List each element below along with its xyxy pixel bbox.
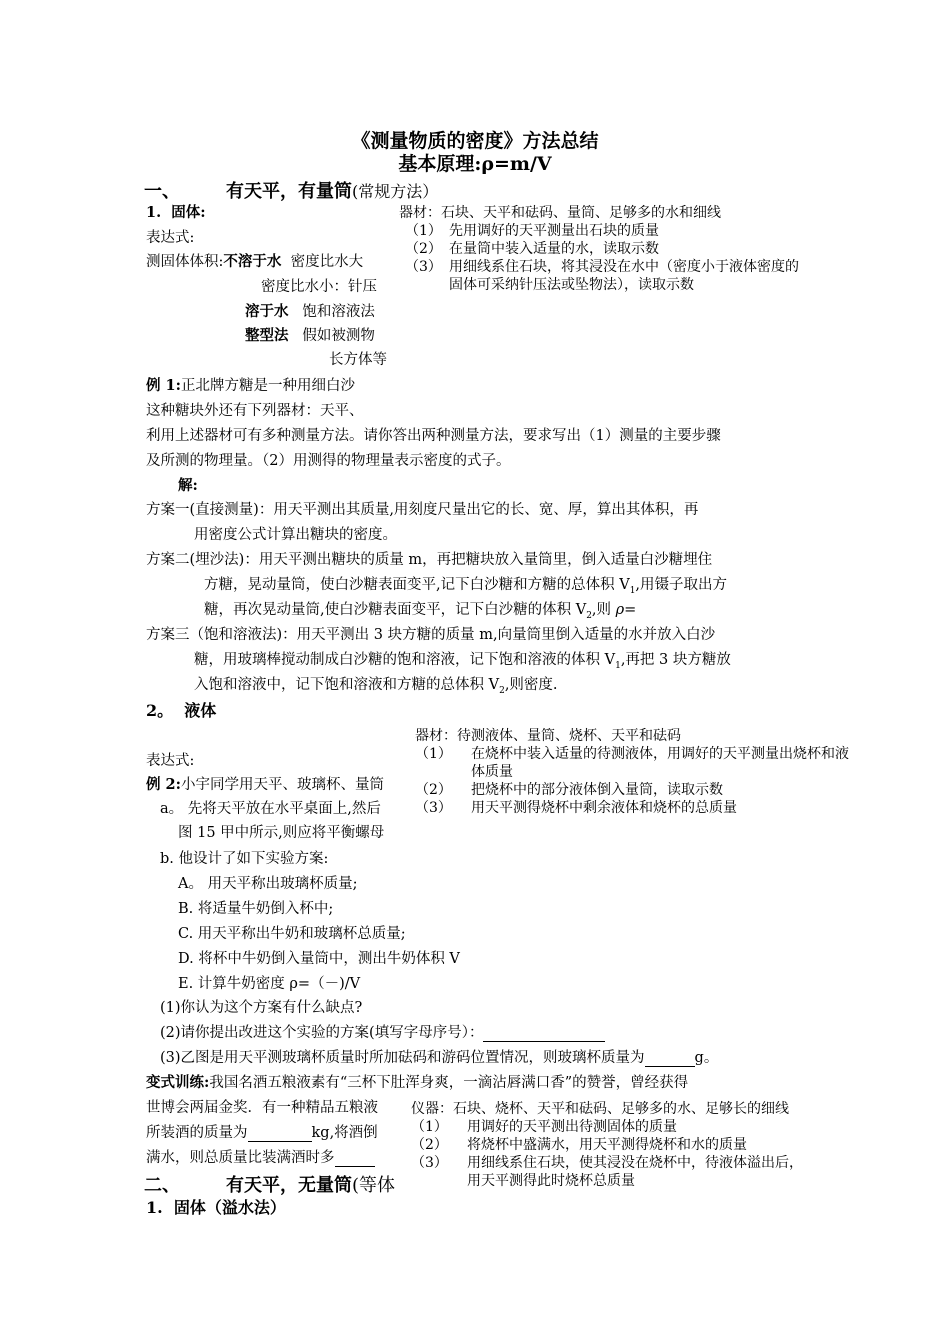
example-1-label: 例 1: [146,377,181,394]
example-1-line-4: 及所测的物理量。（2）用测得的物理量表示密度的式子。 [146,453,511,469]
subscript-2b: 2 [499,685,505,696]
section-1-title: 有天平，有量筒 [226,181,352,202]
volume-line-4 [245,327,375,345]
volume-line-3 [245,303,375,321]
plan-2-text-2b: ,用镊子取出方 [635,577,728,593]
subscript-1: 1 [629,585,636,596]
box3-step-3-number: （3） [411,1155,448,1171]
question-2 [160,1024,605,1042]
plan-2-formula: ρ= [615,602,637,618]
box2-step-2 [409,781,850,799]
materials-box-liquid [409,727,850,819]
box2-step-1-number: （1） [415,746,452,762]
plan-2-line-1: 方案二(埋沙法)：用天平测出糖块的质量 m，再把糖块放入量筒里，倒入适量白沙糖埋住 [146,552,713,568]
box3-step-1 [405,1118,808,1136]
example-2-step-a: a。 先将天平放在水平桌面上,然后 [160,801,381,817]
box2-step-2-number: （2） [415,782,452,798]
liquid-number: 2。 [146,701,174,720]
plan-step-D: D. 将杯中牛奶倒入量筒中，测出牛奶体积 V [178,951,460,967]
overflow-materials-text: 仪器：石块、烧杯、天平和砝码、足够多的水、足够长的细线 [411,1101,789,1117]
liquid-heading [146,702,216,720]
example-2-label: 例 2: [146,776,181,793]
lighter-method: 密度比水小：针压 [261,279,377,295]
section-1-subtitle: (常规方法） [352,182,439,201]
plan-3-text-2a: 糖，用玻璃棒搅动制成白沙糖的饱和溶液，记下饱和溶液的体积 V [194,652,616,668]
example-2-line-1 [146,776,384,794]
page-title: 《测量物质的密度》方法总结 [351,130,599,152]
soluble-label: 溶于水 [245,303,289,320]
shape-method-2: 长方体等 [329,352,387,368]
plan-2-text-2a: 方糖，晃动量筒，使白沙糖表面变平,记下白沙糖和方糖的总体积 V [204,577,630,593]
variant-label: 变式训练: [146,1074,210,1091]
variant-text-3b: kg,将酒倒 [311,1125,378,1141]
box3-step-2-text: 将烧杯中盛满水，用天平测得烧杯和水的质量 [467,1137,747,1153]
plan-step-E: E. 计算牛奶密度 ρ=（－)/V [178,976,361,992]
example-2-text-1: 小宇同学用天平、玻璃杯、量筒 [181,777,384,793]
section-1-heading [144,177,438,203]
insoluble-label: 不溶于水 [223,253,282,270]
overflow-title: 固体（溢水法） [173,1198,286,1217]
answer-blank-4[interactable] [335,1150,375,1167]
box2-step-3-text: 用天平测得烧杯中剩余液体和烧杯的总质量 [471,800,737,816]
shape-label: 整型法 [245,327,289,344]
variant-text-4: 满水，则总质量比装满酒时多 [146,1150,335,1166]
answer-blank-2[interactable] [645,1050,695,1067]
question-3-text: (3)乙图是用天平测玻璃杯质量时所加砝码和游码位置情况，则玻璃杯质量为 [160,1050,645,1066]
answer-blank-1[interactable] [483,1025,605,1042]
section-1-number: 一、 [144,181,180,202]
box3-step-1-text: 用调好的天平测出待测固体的质量 [467,1119,677,1135]
question-3 [160,1049,718,1067]
plan-2-line-3 [204,601,636,625]
box3-step-1-number: （1） [411,1119,448,1135]
example-2-step-b: b. 他设计了如下实验方案: [160,851,329,867]
box2-step-1 [409,745,850,781]
section-2-number: 二、 [144,1175,180,1196]
plan-1-line-1: 方案一(直接测量)：用天平测出其质量,用刻度尺量出它的长、宽、厚，算出其体积，再 [146,502,699,518]
box1-step-1 [399,222,807,240]
section-2-subtitle: (等体 [352,1175,396,1196]
subscript-1b: 1 [615,660,621,671]
plan-step-B: B. 将适量牛奶倒入杯中; [178,901,334,917]
plan-step-C: C. 用天平称出牛奶和玻璃杯总质量; [178,926,406,942]
question-3-unit: g。 [694,1050,719,1066]
variant-line-3 [146,1124,378,1142]
variant-text-3a: 所装酒的质量为 [146,1125,248,1141]
box1-step-2-text: 在量筒中装入适量的水，读取示数 [449,241,659,257]
box2-step-2-text: 把烧杯中的部分液体倒入量筒，读取示数 [471,782,723,798]
solid-title: 固体: [171,204,206,221]
expression-label-2: 表达式: [146,753,195,769]
box2-step-3 [409,799,850,817]
plan-3-line-2 [194,651,731,675]
overflow-number: 1. [146,1198,163,1217]
plan-step-A: A。 用天平称出玻璃杯质量; [178,876,358,892]
solid-heading [146,204,206,222]
plan-3-text-3a: 入饱和溶液中，记下饱和溶液和方糖的总体积 V [194,677,500,693]
box1-step-3-number: （3） [405,259,442,275]
saturated-method: 饱和溶液法 [302,304,375,320]
box2-step-1-text: 在烧杯中装入适量的待测液体，用调好的天平测量出烧杯和液体质量 [471,746,849,780]
plan-2-text-3b: ,则 [591,602,616,618]
box2-step-3-number: （3） [415,800,452,816]
subscript-2: 2 [586,610,592,621]
box1-step-1-number: （1） [405,223,442,239]
liquid-materials-text: 器材：待测液体、量筒、烧杯、天平和砝码 [415,728,681,744]
question-2-text: (2)请你提出改进这个实验的方案(填写字母序号）： [160,1025,484,1041]
principle: 基本原理:ρ=m/V [398,153,552,175]
box1-step-3-text: 用细线系住石块，将其浸没在水中（密度小于液体密度的固体可采纳针压法或坠物法），读取示数 [449,259,799,293]
variant-line-4 [146,1149,375,1167]
answer-blank-3[interactable] [248,1125,312,1142]
shape-method: 假如被测物 [302,328,375,344]
example-1-line-3: 利用上述器材可有多种测量方法。请你答出两种测量方法，要求写出（1）测量的主要步骤 [146,428,721,444]
example-1-text-1: 正北牌方糖是一种用细白沙 [181,378,355,394]
variant-line-2: 世博会两届金奖．有一种精品五粮液 [146,1100,378,1116]
materials-box-solid [399,204,807,368]
box3-step-3-text: 用细线系住石块，使其浸没在烧杯中，待液体溢出后，用天平测得此时烧杯总质量 [467,1155,803,1189]
box1-step-1-text: 先用调好的天平测量出石块的质量 [449,223,659,239]
section-2-title: 有天平，无量筒 [226,1175,352,1196]
plan-3-text-3b: ,则密度. [504,677,558,693]
volume-line-1 [146,253,363,271]
box3-step-3 [405,1154,808,1190]
liquid-title: 液体 [184,701,217,720]
section-2-heading [144,1171,395,1197]
variant-text-1: 我国名酒五粮液素有“三杯下肚浑身爽，一滴沾唇满口香”的赞誉，曾经获得 [209,1075,689,1091]
box1-step-3 [399,258,807,294]
example-2-step-a-2: 图 15 甲中所示,则应将平衡螺母 [178,825,385,841]
box3-step-2-number: （2） [411,1137,448,1153]
box3-step-2 [405,1136,808,1154]
box1-step-2-number: （2） [405,241,442,257]
question-1: (1)你认为这个方案有什么缺点? [160,1000,363,1016]
plan-1-line-2: 用密度公式计算出糖块的密度。 [194,527,397,543]
example-1-line-1 [146,377,355,395]
expression-label: 表达式: [146,230,195,246]
materials-text: 器材：石块、天平和砝码、量筒、足够多的水和细线 [399,205,721,221]
denser-method: 密度比水大 [290,254,364,270]
plan-3-text-2b: ,再把 3 块方糖放 [620,652,731,668]
volume-label: 测固体体积: [146,254,224,270]
materials-box-overflow [405,1100,808,1210]
plan-2-line-2 [204,576,727,600]
example-1-line-2: 这种糖块外还有下列器材：天平、 [146,403,364,419]
plan-3-line-1: 方案三（饱和溶液法)：用天平测出 3 块方糖的质量 m,向量筒里倒入适量的水并放入白沙 [146,627,716,643]
plan-3-line-3 [194,676,558,700]
plan-2-text-3a: 糖，再次晃动量筒,使白沙糖表面变平，记下白沙糖的体积 V [204,602,587,618]
box1-step-2 [399,240,807,258]
solid-number: 1. [146,204,162,221]
solution-label: 解: [178,477,198,494]
overflow-heading [146,1199,286,1217]
variant-line-1 [146,1074,688,1092]
